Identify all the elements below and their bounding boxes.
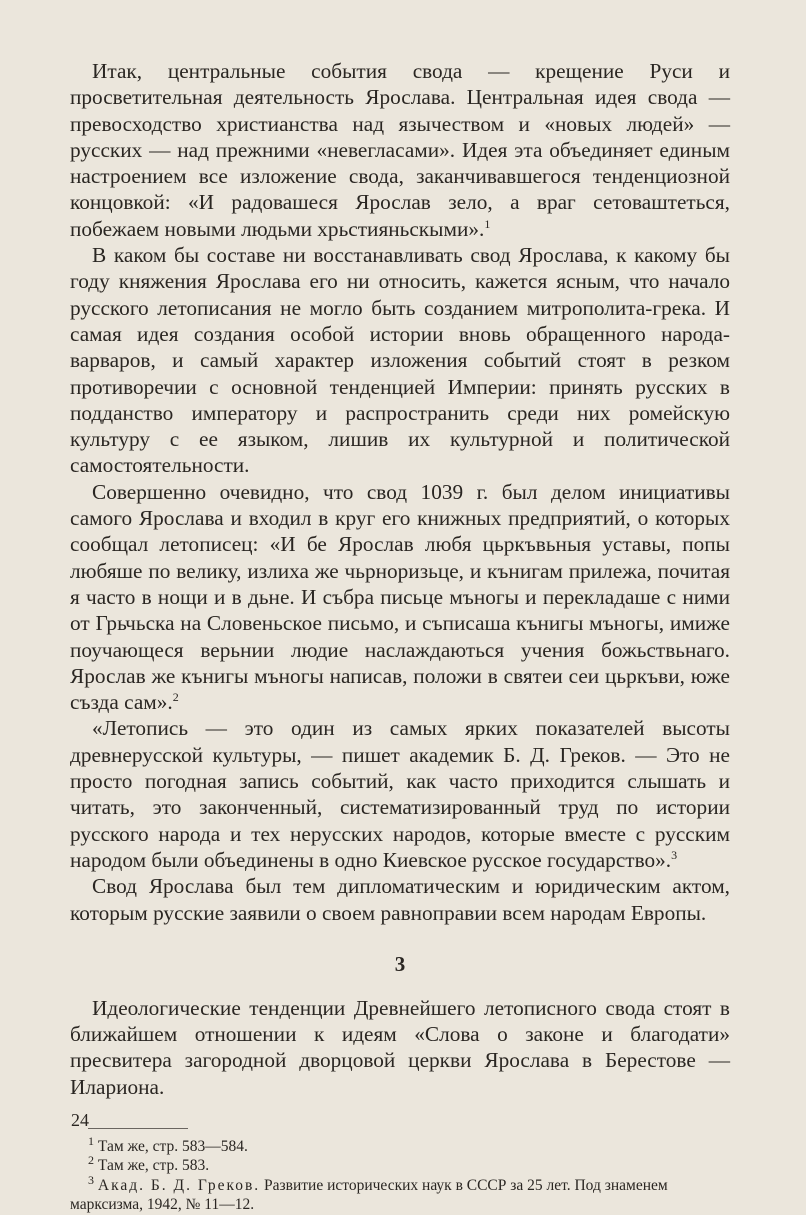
footnote-1-mark: 1 (88, 1133, 94, 1148)
paragraph-5-text: Свод Ярослава был тем дипломатическим и юридическим актом, которым русские заявили о своем равноправии всем народам Европы. (70, 874, 730, 925)
footnote-divider (88, 1128, 188, 1129)
paragraph-4-text: «Летопись — это один из самых ярких показателей высоты древнерусской культуры, — пишет академик Б. Д. Греков. — Это не просто погодная запись событий, как часто приходится слышать и читать, это законченный, систематизированный труд по истории русского народа и тех нерусских народов, которые вместе с русским народом были объединены в одно Киевское русское государство». (70, 716, 730, 872)
paragraph-3 (70, 479, 730, 716)
footnote-1-text: Там же, стр. 583—584. (97, 1137, 248, 1155)
footnote-3-text: Развитие исторических наук в СССР за 25 лет. Под знаменем марксизма, 1942, № 11—12. (70, 1176, 668, 1214)
paragraph-2 (70, 242, 730, 479)
footnote-3 (70, 1172, 730, 1215)
section-number: 3 (394, 951, 406, 976)
page-number: 24 (71, 1110, 89, 1130)
footnote-ref-3: 3 (671, 847, 678, 862)
footnote-ref-2: 2 (172, 690, 179, 705)
footnote-ref-1: 1 (484, 216, 491, 231)
footnote-1 (70, 1133, 730, 1157)
footnote-2-mark: 2 (88, 1153, 94, 1168)
paragraph-2-text: В каком бы составе ни восстанавливать свод Ярослава, к какому бы году княжения Ярослава его ни относить, кажется ясным, что начало русского летописания не могло быть созданием митрополита-грека. И самая идея создания особой истории вновь обращенного народа-варваров, и самый характер изложения событий стоят в резком противоречии с основной тенденцией Империи: принять русских в подданство императору и распространить среди них ромейскую культуру с ее языком, лишив их культурной и политической самостоятельности. (70, 243, 730, 478)
footnote-2 (70, 1153, 730, 1176)
section-paragraph: Идеологические тенденции Древнейшего летописного свода стоят в ближайшем отношении к идеям «Слова о законе и благодати» пресвитера загородной дворцовой церкви Ярослава в Берестове — Илариона. (70, 995, 730, 1099)
footnote-3-author: Акад. Б. Д. Греков. (97, 1176, 261, 1194)
footnote-2-text: Там же, стр. 583. (97, 1157, 210, 1175)
paragraph-1 (70, 58, 730, 242)
paragraph-4 (70, 715, 730, 873)
footnote-3-mark: 3 (88, 1172, 94, 1187)
paragraph-5 (70, 873, 730, 926)
page-body (70, 58, 730, 1215)
paragraph-3-text: Совершенно очевидно, что свод 1039 г. был делом инициативы самого Ярослава и входил в круг его книжных предприятий, о которых сообщал летописец: «И бе Ярослав любя цьркъвьныя уставы, попы любяше по велику, излиха же чьрноризьце, и кънигам прилежа, почитая я часто в нощи и в дьне. И събра письце мъногы и перекладаше с ними от Грьчьска на Словеньское письмо, и съписаша кънигы мъногы, имиже поучающеся верьнии людие наслаждаються учения божьствьнаго. Ярослав же кънигы мъногы написав, положи в святеи сеи цьркъви, юже създа сам». (70, 479, 730, 715)
paragraph-1-text: Итак, центральные события свода — крещение Руси и просветительная деятельность Ярослава. Центральная идея свода — превосходство христианства над язычеством и «новых людей» — русских — над прежними «невегласами». Идея эта объединяет единым настроением все изложение свода, заканчивавшегося тенденциозной концовкой: «И радовашеся Ярослав зело, а враг сетоваштеться, побежаем новыми людьми хрьстияньскыми». (70, 59, 730, 241)
